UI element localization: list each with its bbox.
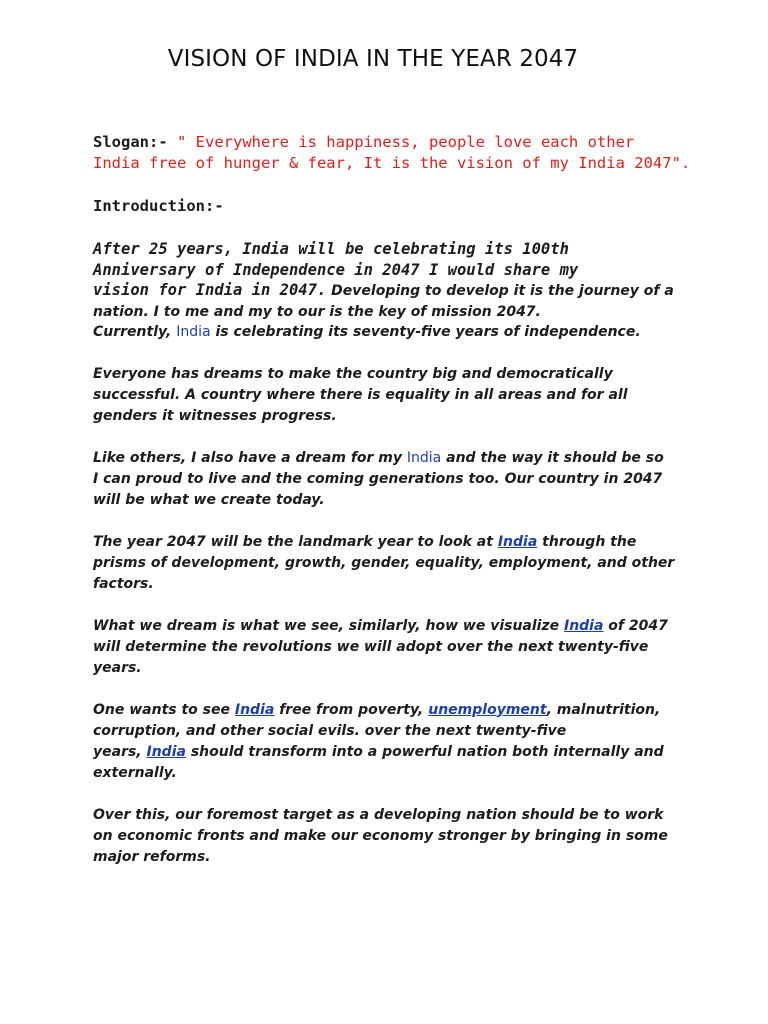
para-text: What we dream is what we see, similarly, how we visualize xyxy=(93,617,564,634)
lead-paragraph xyxy=(93,239,683,343)
india-link[interactable]: India xyxy=(234,701,275,718)
para-line: factors. xyxy=(93,575,154,592)
lead-line-5a: Currently, xyxy=(93,324,177,340)
india-link[interactable]: India xyxy=(497,533,538,550)
page-title: VISION OF INDIA IN THE YEAR 2047 xyxy=(167,46,579,72)
paragraph-my-dream xyxy=(93,448,683,511)
paragraph-visualize xyxy=(93,616,683,679)
para-line: corruption, and other social evils. over the next twenty-five xyxy=(93,722,567,739)
document-body xyxy=(93,132,691,868)
para-text: free from poverty, xyxy=(274,701,429,718)
para-line: Over this, our foremost target as a developing nation should be to work xyxy=(93,806,664,823)
india-link[interactable]: India xyxy=(176,324,211,340)
para-text: , malnutrition, xyxy=(546,701,661,718)
lead-line-3a: vision for India in 2047. xyxy=(93,281,327,299)
para-line: years. xyxy=(93,659,142,676)
introduction-heading: Introduction:- xyxy=(93,197,224,215)
para-text: should transform into a powerful nation both internally and xyxy=(185,743,664,760)
lead-line-2: Anniversary of Independence in 2047 I would share my xyxy=(93,260,579,279)
para-line: successful. A country where there is equality in all areas and for all xyxy=(93,386,628,403)
para-text: Like others, I also have a dream for my xyxy=(93,449,407,466)
para-line: will determine the revolutions we will adopt over the next twenty-five xyxy=(93,638,649,655)
lead-line-3b: Developing to develop it is the journey of a xyxy=(326,283,674,299)
para-line: on economic fronts and make our economy stronger by bringing in some xyxy=(93,827,668,844)
lead-line-5b: is celebrating its seventy-five years of independence. xyxy=(210,324,641,340)
india-link[interactable]: India xyxy=(563,617,604,634)
paragraph-dreams xyxy=(93,364,683,427)
india-link[interactable]: India xyxy=(146,743,186,760)
paragraph-economic-reforms xyxy=(93,805,683,868)
paragraph-free-from-poverty xyxy=(93,700,683,784)
para-text: One wants to see xyxy=(93,701,235,718)
slogan-line-2: India free of hunger & fear, It is the vision of my India 2047". xyxy=(93,154,691,172)
paragraph-landmark-year xyxy=(93,532,683,595)
para-line: will be what we create today. xyxy=(93,491,325,508)
para-text: of 2047 xyxy=(603,617,668,634)
india-link[interactable]: India xyxy=(406,449,442,466)
unemployment-link[interactable]: unemployment xyxy=(428,701,547,718)
para-text: years, xyxy=(93,743,147,760)
slogan-label: Slogan:- xyxy=(93,133,177,151)
lead-line-1: After 25 years, India will be celebrating its 100th xyxy=(93,240,569,258)
para-line: prisms of development, growth, gender, equality, employment, and other xyxy=(93,554,675,571)
para-text: and the way it should be so xyxy=(441,449,664,466)
slogan-line-1: " Everywhere is happiness, people love each other xyxy=(177,133,635,151)
para-line: Everyone has dreams to make the country big and democratically xyxy=(93,365,613,382)
para-line: I can proud to live and the coming generations too. Our country in 2047 xyxy=(93,470,663,487)
para-line: genders it witnesses progress. xyxy=(93,407,337,424)
slogan xyxy=(93,132,691,174)
para-text: through the xyxy=(537,533,637,550)
para-line: externally. xyxy=(93,764,177,781)
lead-line-4: nation. I to me and my to our is the key of mission 2047. xyxy=(93,303,541,320)
para-text: The year 2047 will be the landmark year to look at xyxy=(93,533,498,550)
para-line: major reforms. xyxy=(93,848,211,865)
